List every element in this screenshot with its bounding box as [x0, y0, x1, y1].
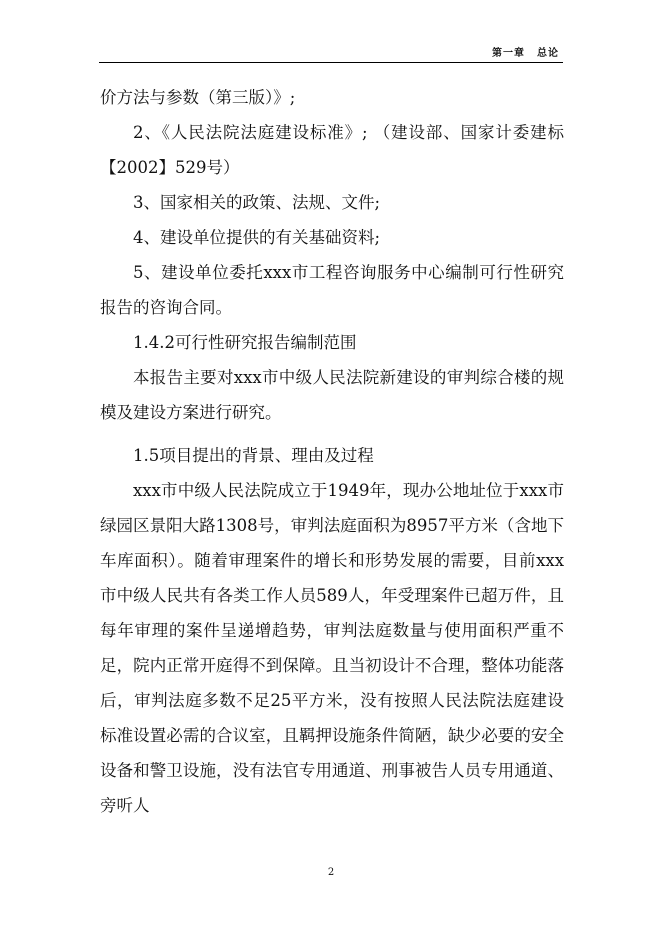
header-title: 总论 [537, 48, 559, 59]
section-heading-1-5: 1.5项目提出的背景、理由及过程 [133, 446, 374, 465]
running-header [492, 44, 559, 59]
page-number: 2 [327, 867, 335, 878]
reference-item-4: 4、建设单位提供的有关基础资料; [133, 228, 381, 247]
section-heading-1-4-2: 1.4.2可行性研究报告编制范围 [133, 333, 357, 352]
page-header [99, 40, 563, 63]
scope-paragraph: 本报告主要对xxx市中级人民法院新建设的审判综合楼的规模及建设方案进行研究。 [100, 368, 564, 422]
document-body [100, 80, 564, 823]
background-paragraph: xxx市中级人民法院成立于1949年，现办公地址位于xxx市绿园区景阳大路1308号，审判法庭面积为8957平方米（含地下车库面积）。随着审理案件的增长和形势发展的需要，目前xxx市中级人民共有各类工作人员589人，年受理案件已超万件，且每年审理的案件呈递增趋势，审判法庭数量与使用面积严重不足，院内正常开庭得不到保障。且当初设计不合理，整体功能落后，审判法庭多数不足25平方米，没有按照人民法院法庭建设标准设置必需的合议室，且羁押设施条件简陋，缺少必要的安全设备和警卫设施，没有法官专用通道、刑事被告人员专用通道、旁听人 [100, 481, 564, 815]
reference-item-3: 3、国家相关的政策、法规、文件; [133, 193, 381, 212]
paragraph-continuation: 价方法与参数（第三版）》; [100, 88, 296, 107]
reference-item-5: 5、建设单位委托xxx市工程咨询服务中心编制可行性研究报告的咨询合同。 [100, 263, 564, 317]
header-chapter: 第一章 [492, 48, 525, 59]
reference-item-2: 2、《人民法院法庭建设标准》; （建设部、国家计委建标【2002】529号） [100, 123, 564, 177]
